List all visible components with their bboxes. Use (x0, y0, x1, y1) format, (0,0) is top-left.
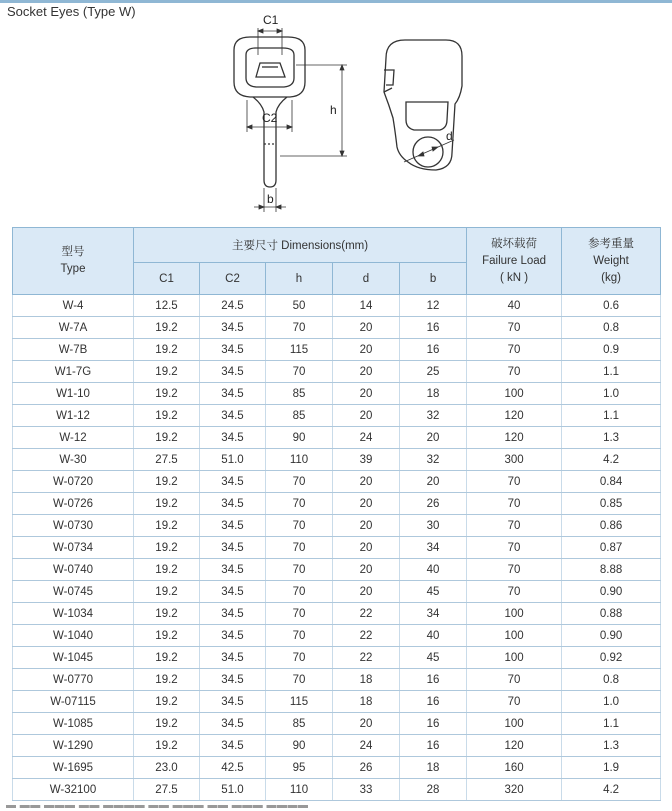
cell-c2: 34.5 (200, 559, 266, 581)
header-d: d (333, 263, 400, 295)
cell-h: 50 (266, 295, 333, 317)
cell-d: 20 (333, 405, 400, 427)
cell-failure-load: 70 (467, 493, 562, 515)
cell-weight: 0.8 (562, 669, 661, 691)
label-b: b (267, 192, 274, 206)
cell-d: 26 (333, 757, 400, 779)
table-row (13, 405, 661, 427)
cell-failure-load: 100 (467, 603, 562, 625)
table-row (13, 515, 661, 537)
cell-b: 32 (400, 405, 467, 427)
cell-failure-load: 40 (467, 295, 562, 317)
cell-type: W1-7G (13, 361, 134, 383)
cell-c1: 27.5 (134, 449, 200, 471)
cell-failure-load: 70 (467, 691, 562, 713)
side-view (384, 40, 462, 170)
cell-type: W-0730 (13, 515, 134, 537)
cell-type: W-12 (13, 427, 134, 449)
cell-b: 16 (400, 713, 467, 735)
cell-d: 20 (333, 515, 400, 537)
cell-weight: 0.8 (562, 317, 661, 339)
cell-c2: 34.5 (200, 405, 266, 427)
cell-c1: 19.2 (134, 361, 200, 383)
cell-b: 16 (400, 735, 467, 757)
cell-c1: 19.2 (134, 537, 200, 559)
header-weight (562, 228, 661, 295)
table-row (13, 713, 661, 735)
cell-weight: 1.3 (562, 427, 661, 449)
table-row (13, 493, 661, 515)
cell-d: 33 (333, 779, 400, 801)
cell-c2: 42.5 (200, 757, 266, 779)
cell-type: W-1085 (13, 713, 134, 735)
cell-d: 20 (333, 581, 400, 603)
cell-weight: 4.2 (562, 449, 661, 471)
cell-c2: 34.5 (200, 735, 266, 757)
header-type (13, 228, 134, 295)
cell-b: 40 (400, 625, 467, 647)
cell-h: 115 (266, 339, 333, 361)
cell-weight: 0.9 (562, 339, 661, 361)
table-row (13, 317, 661, 339)
cell-c2: 34.5 (200, 317, 266, 339)
cell-b: 40 (400, 559, 467, 581)
cell-failure-load: 300 (467, 449, 562, 471)
cell-c2: 34.5 (200, 581, 266, 603)
cell-b: 16 (400, 317, 467, 339)
cell-b: 26 (400, 493, 467, 515)
cell-failure-load: 100 (467, 383, 562, 405)
cell-h: 85 (266, 713, 333, 735)
cell-failure-load: 70 (467, 537, 562, 559)
cell-c2: 34.5 (200, 515, 266, 537)
cell-b: 16 (400, 691, 467, 713)
cell-type: W-4 (13, 295, 134, 317)
cell-weight: 1.3 (562, 735, 661, 757)
header-weight-unit: (kg) (601, 271, 621, 284)
cell-h: 95 (266, 757, 333, 779)
table-row (13, 471, 661, 493)
cell-type: W-0726 (13, 493, 134, 515)
table-row (13, 735, 661, 757)
cell-failure-load: 100 (467, 713, 562, 735)
header-c1: C1 (134, 263, 200, 295)
cell-b: 18 (400, 383, 467, 405)
cell-weight: 0.90 (562, 625, 661, 647)
cell-b: 20 (400, 427, 467, 449)
table-row (13, 427, 661, 449)
cell-h: 70 (266, 515, 333, 537)
cell-h: 70 (266, 361, 333, 383)
cell-c2: 24.5 (200, 295, 266, 317)
cell-c1: 19.2 (134, 339, 200, 361)
cell-b: 16 (400, 339, 467, 361)
cell-b: 16 (400, 669, 467, 691)
cell-c2: 34.5 (200, 625, 266, 647)
header-type-cn: 型号 (61, 246, 85, 258)
header-b: b (400, 263, 467, 295)
cell-b: 32 (400, 449, 467, 471)
cell-weight: 0.87 (562, 537, 661, 559)
cell-b: 18 (400, 757, 467, 779)
cell-type: W-1034 (13, 603, 134, 625)
cell-c2: 34.5 (200, 471, 266, 493)
cell-c1: 12.5 (134, 295, 200, 317)
cell-failure-load: 320 (467, 779, 562, 801)
cell-b: 45 (400, 581, 467, 603)
table-row (13, 339, 661, 361)
cell-d: 22 (333, 603, 400, 625)
cell-h: 85 (266, 383, 333, 405)
cell-weight: 0.84 (562, 471, 661, 493)
cell-d: 18 (333, 669, 400, 691)
cell-type: W-1040 (13, 625, 134, 647)
table-row (13, 361, 661, 383)
cell-c2: 34.5 (200, 669, 266, 691)
cell-weight: 0.92 (562, 647, 661, 669)
cell-h: 110 (266, 449, 333, 471)
cell-failure-load: 120 (467, 427, 562, 449)
cell-d: 20 (333, 471, 400, 493)
label-d: d (446, 129, 453, 143)
cell-d: 20 (333, 713, 400, 735)
cell-weight: 1.0 (562, 691, 661, 713)
table-row (13, 625, 661, 647)
cell-h: 70 (266, 317, 333, 339)
table-row (13, 559, 661, 581)
cell-weight: 4.2 (562, 779, 661, 801)
cell-c2: 34.5 (200, 383, 266, 405)
header-h: h (266, 263, 333, 295)
cell-failure-load: 70 (467, 559, 562, 581)
cell-weight: 1.0 (562, 383, 661, 405)
cell-c2: 34.5 (200, 603, 266, 625)
cell-failure-load: 70 (467, 339, 562, 361)
cell-weight: 1.1 (562, 713, 661, 735)
cell-d: 20 (333, 339, 400, 361)
cell-weight: 1.1 (562, 361, 661, 383)
cell-c2: 34.5 (200, 537, 266, 559)
cell-h: 70 (266, 493, 333, 515)
table-row (13, 691, 661, 713)
header-failure-load (467, 228, 562, 295)
cell-type: W-0734 (13, 537, 134, 559)
cell-weight: 0.90 (562, 581, 661, 603)
header-weight-cn: 参考重量 (588, 237, 635, 250)
cell-d: 14 (333, 295, 400, 317)
table-row (13, 647, 661, 669)
cell-d: 18 (333, 691, 400, 713)
cell-b: 45 (400, 647, 467, 669)
cell-c2: 34.5 (200, 361, 266, 383)
cell-c1: 19.2 (134, 493, 200, 515)
table-row (13, 669, 661, 691)
side-dimensions (404, 140, 454, 162)
cell-c1: 19.2 (134, 691, 200, 713)
cell-h: 115 (266, 691, 333, 713)
cell-c2: 34.5 (200, 691, 266, 713)
cell-c2: 34.5 (200, 713, 266, 735)
cell-c2: 34.5 (200, 339, 266, 361)
cell-weight: 1.1 (562, 405, 661, 427)
header-type-en: Type (60, 263, 86, 275)
cell-c1: 19.2 (134, 625, 200, 647)
cell-c2: 51.0 (200, 449, 266, 471)
cell-b: 28 (400, 779, 467, 801)
cell-h: 70 (266, 471, 333, 493)
cell-d: 20 (333, 537, 400, 559)
cell-c1: 19.2 (134, 515, 200, 537)
cell-c1: 19.2 (134, 559, 200, 581)
page-title: Socket Eyes (Type W) (7, 4, 136, 19)
cell-d: 24 (333, 427, 400, 449)
cell-weight: 8.88 (562, 559, 661, 581)
cell-c2: 51.0 (200, 779, 266, 801)
cell-d: 20 (333, 383, 400, 405)
cell-weight: 0.6 (562, 295, 661, 317)
cell-failure-load: 160 (467, 757, 562, 779)
cell-c1: 19.2 (134, 471, 200, 493)
cell-d: 22 (333, 625, 400, 647)
cell-c1: 19.2 (134, 427, 200, 449)
cell-b: 30 (400, 515, 467, 537)
cell-h: 70 (266, 647, 333, 669)
header-failure-cn: 破坏载荷 (491, 237, 538, 250)
cell-c1: 19.2 (134, 669, 200, 691)
cell-weight: 0.88 (562, 603, 661, 625)
cell-h: 70 (266, 559, 333, 581)
cell-type: W-7A (13, 317, 134, 339)
cell-h: 90 (266, 427, 333, 449)
cell-type: W-1695 (13, 757, 134, 779)
label-c1: C1 (263, 13, 279, 27)
cell-h: 70 (266, 603, 333, 625)
table-row (13, 757, 661, 779)
cell-h: 85 (266, 405, 333, 427)
cell-d: 24 (333, 735, 400, 757)
cell-c1: 19.2 (134, 713, 200, 735)
socket-eye-drawing (0, 0, 672, 225)
cell-c2: 34.5 (200, 647, 266, 669)
cell-failure-load: 70 (467, 317, 562, 339)
cell-failure-load: 70 (467, 471, 562, 493)
cell-d: 20 (333, 493, 400, 515)
cell-c1: 19.2 (134, 383, 200, 405)
cell-failure-load: 70 (467, 581, 562, 603)
table-row (13, 449, 661, 471)
cell-type: W-1290 (13, 735, 134, 757)
cell-type: W-30 (13, 449, 134, 471)
cell-type: W1-10 (13, 383, 134, 405)
cell-type: W-0740 (13, 559, 134, 581)
cell-failure-load: 70 (467, 361, 562, 383)
cell-failure-load: 100 (467, 625, 562, 647)
cell-b: 34 (400, 537, 467, 559)
cell-d: 22 (333, 647, 400, 669)
cell-b: 34 (400, 603, 467, 625)
cell-c2: 34.5 (200, 493, 266, 515)
header-failure-unit: ( kN ) (500, 271, 529, 284)
cell-h: 70 (266, 669, 333, 691)
label-h: h (330, 103, 337, 117)
cell-type: W-0720 (13, 471, 134, 493)
cell-type: W-07115 (13, 691, 134, 713)
cell-failure-load: 120 (467, 735, 562, 757)
cell-b: 12 (400, 295, 467, 317)
cell-h: 70 (266, 537, 333, 559)
cell-type: W1-12 (13, 405, 134, 427)
cell-c1: 23.0 (134, 757, 200, 779)
header-weight-en: Weight (593, 254, 629, 267)
cell-d: 20 (333, 559, 400, 581)
cell-d: 20 (333, 361, 400, 383)
cell-c1: 19.2 (134, 317, 200, 339)
table-row (13, 383, 661, 405)
cell-type: W-0770 (13, 669, 134, 691)
cell-type: W-32100 (13, 779, 134, 801)
footer-note-cut-off: ▬ ▬▬ ▬▬▬ ▬▬ ▬▬▬▬ ▬▬ ▬▬▬ ▬▬ ▬▬▬ ▬▬▬▬ (6, 800, 309, 811)
spec-table (12, 227, 661, 801)
spec-table-body (13, 295, 661, 801)
cell-b: 20 (400, 471, 467, 493)
cell-failure-load: 120 (467, 405, 562, 427)
cell-c1: 19.2 (134, 405, 200, 427)
table-row (13, 537, 661, 559)
cell-h: 90 (266, 735, 333, 757)
cell-weight: 0.85 (562, 493, 661, 515)
cell-c1: 19.2 (134, 735, 200, 757)
header-failure-en: Failure Load (482, 254, 547, 267)
table-row (13, 295, 661, 317)
cell-c1: 19.2 (134, 581, 200, 603)
cell-h: 70 (266, 581, 333, 603)
cell-failure-load: 70 (467, 515, 562, 537)
table-row (13, 603, 661, 625)
cell-failure-load: 70 (467, 669, 562, 691)
cell-d: 39 (333, 449, 400, 471)
cell-h: 70 (266, 625, 333, 647)
spec-table-header (13, 228, 661, 295)
cell-weight: 1.9 (562, 757, 661, 779)
cell-c1: 19.2 (134, 647, 200, 669)
cell-c2: 34.5 (200, 427, 266, 449)
cell-c1: 19.2 (134, 603, 200, 625)
cell-type: W-1045 (13, 647, 134, 669)
cell-type: W-0745 (13, 581, 134, 603)
table-row (13, 779, 661, 801)
cell-b: 25 (400, 361, 467, 383)
table-row (13, 581, 661, 603)
cell-d: 20 (333, 317, 400, 339)
cell-weight: 0.86 (562, 515, 661, 537)
cell-c1: 27.5 (134, 779, 200, 801)
cell-type: W-7B (13, 339, 134, 361)
cell-h: 110 (266, 779, 333, 801)
cell-failure-load: 100 (467, 647, 562, 669)
header-c2: C2 (200, 263, 266, 295)
label-c2: C2 (262, 111, 278, 125)
header-dimensions: 主要尺寸 Dimensions(mm) (134, 228, 467, 263)
